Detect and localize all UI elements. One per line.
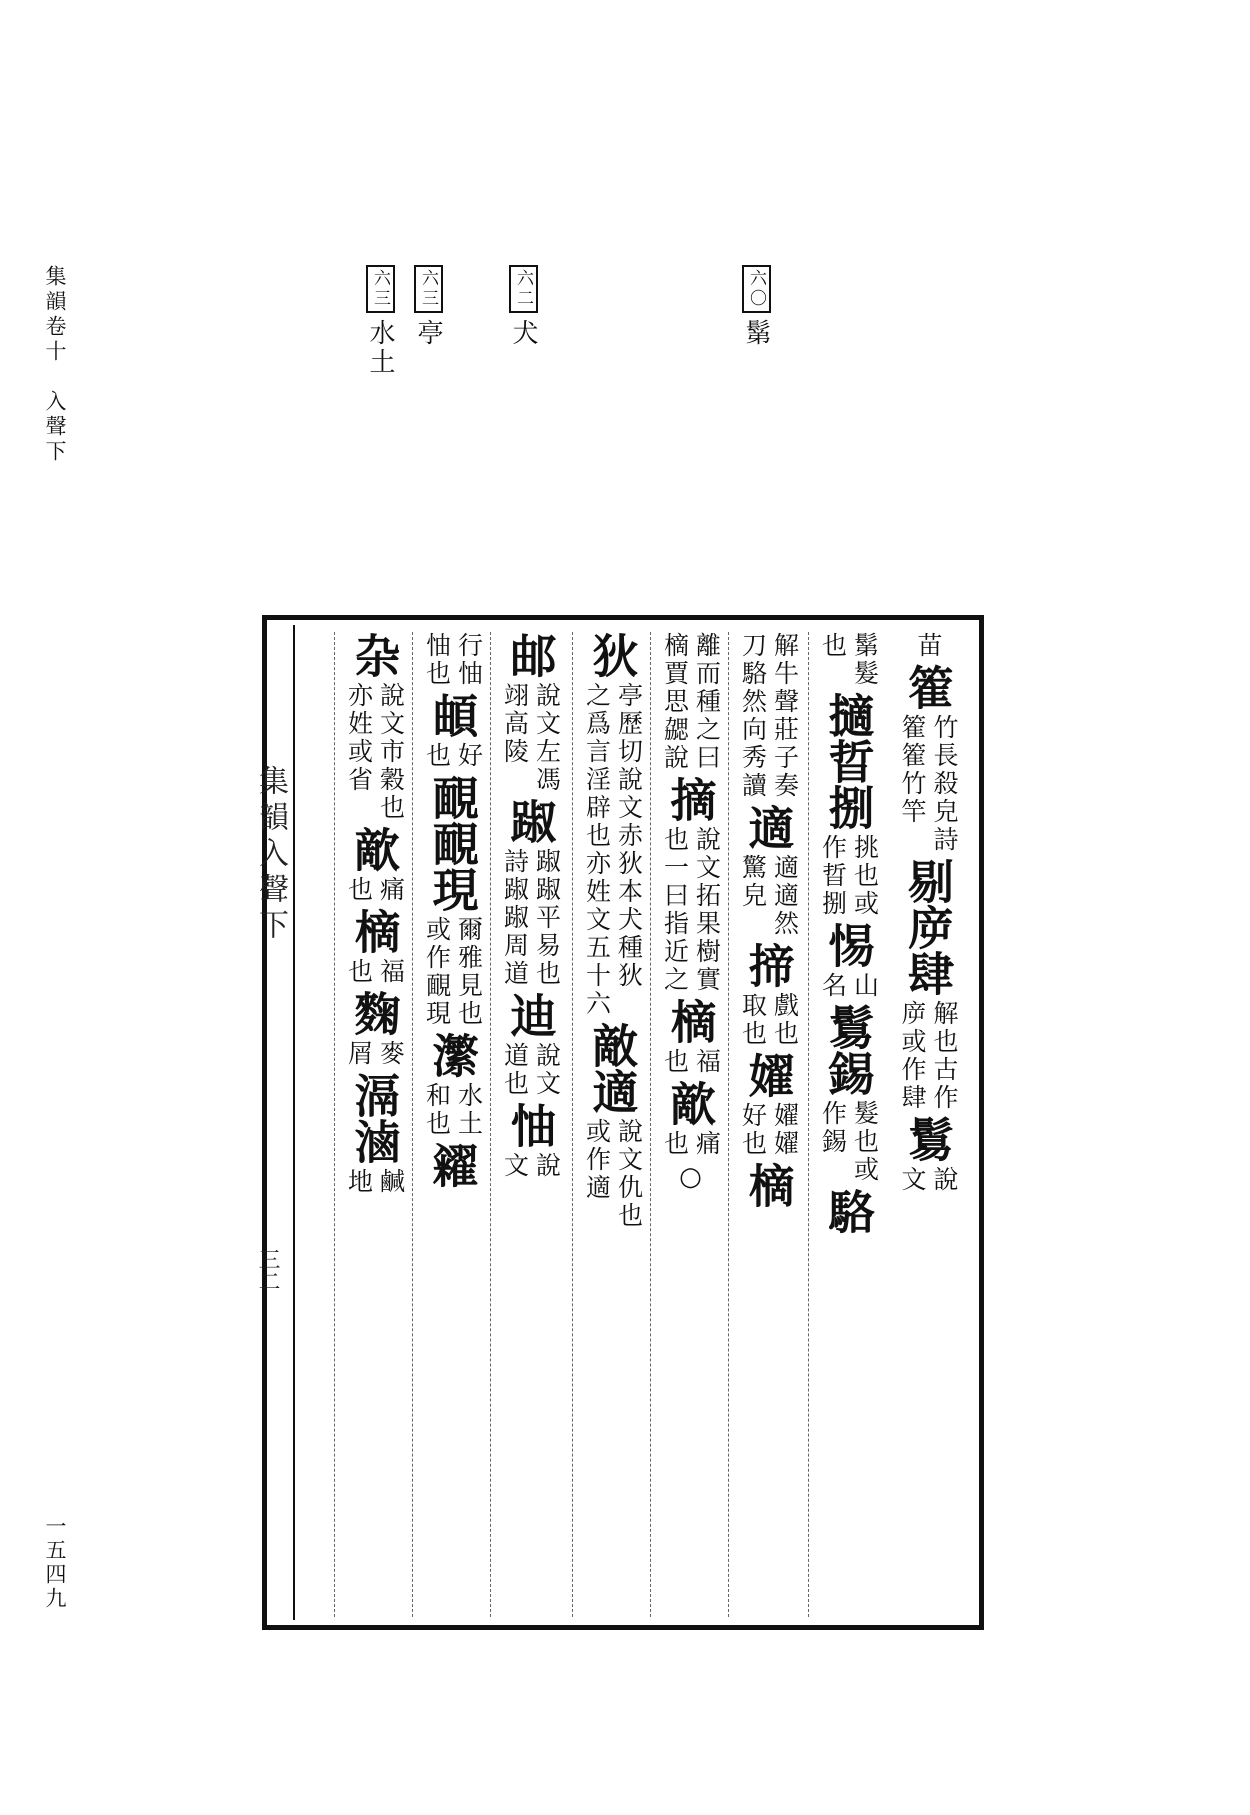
gloss-line: 亦姓或省 bbox=[344, 682, 374, 794]
gloss-line: 文 bbox=[500, 1152, 530, 1180]
text-column-1 bbox=[888, 632, 968, 1617]
gloss-line: 篧篧竹竿 bbox=[898, 714, 927, 826]
gloss-line: 踧踧平易也 bbox=[532, 848, 562, 988]
gloss-line: 離而種之曰 bbox=[692, 632, 722, 772]
headword: 敵適 bbox=[585, 1022, 640, 1114]
gloss-line: 說文拓果樹實 bbox=[692, 826, 722, 994]
gloss bbox=[661, 632, 721, 772]
note-text: 犬 bbox=[508, 319, 538, 348]
gloss-line: 㡿或作肆 bbox=[898, 1000, 927, 1112]
gloss-line: 苗 bbox=[914, 632, 943, 660]
headword: 麴 bbox=[347, 990, 402, 1036]
gloss-line: 解也古作 bbox=[930, 1000, 959, 1112]
headword: 駱 bbox=[821, 1188, 876, 1234]
gloss-line: 說文仇也 bbox=[614, 1118, 644, 1230]
gloss-line: 福 bbox=[376, 958, 406, 986]
gloss-line: 山 bbox=[850, 972, 880, 1000]
headword: 鬄錫 bbox=[821, 1004, 876, 1096]
headword: 滆滷 bbox=[347, 1072, 402, 1164]
gloss bbox=[345, 876, 405, 904]
note-text: 水土 bbox=[365, 319, 395, 377]
headword: 頔 bbox=[425, 692, 480, 738]
gloss-line: 作晢捌 bbox=[818, 834, 848, 918]
headword: 摘 bbox=[663, 776, 718, 822]
headword: 怞 bbox=[503, 1102, 558, 1148]
gloss-line: 痛 bbox=[692, 1130, 722, 1158]
gloss bbox=[661, 826, 721, 994]
gloss-line: 行怞 bbox=[454, 632, 484, 688]
gloss-line: 和也 bbox=[422, 1082, 452, 1138]
gloss-line: 鬀髮 bbox=[850, 632, 880, 688]
gloss bbox=[819, 1100, 879, 1184]
gloss-line: 名 bbox=[818, 972, 848, 1000]
note-tag: 六三 bbox=[366, 265, 395, 313]
gloss-line: 髮也或 bbox=[850, 1100, 880, 1184]
gloss bbox=[501, 1152, 561, 1180]
gloss bbox=[914, 632, 942, 660]
text-column-6 bbox=[490, 632, 570, 1617]
gloss-line: 痛 bbox=[376, 876, 406, 904]
gloss bbox=[345, 1040, 405, 1068]
headword: 瀿 bbox=[425, 1032, 480, 1078]
gloss-line: 樀賈思勰說 bbox=[660, 632, 690, 772]
gloss-line: 解牛聲莊子奏 bbox=[770, 632, 800, 800]
gloss-line: 麥 bbox=[376, 1040, 406, 1068]
text-column-7 bbox=[412, 632, 492, 1617]
gloss bbox=[819, 972, 879, 1000]
headword: 狄 bbox=[585, 632, 640, 678]
headword: 踧 bbox=[503, 798, 558, 844]
collation-note-4 bbox=[362, 265, 399, 377]
gloss-line: 作錫 bbox=[818, 1100, 848, 1156]
gloss-line: 亭歷切說文赤狄本犬種狄 bbox=[614, 682, 644, 990]
gloss bbox=[898, 714, 958, 854]
note-text: 亭 bbox=[413, 319, 443, 348]
headword: 樀 bbox=[347, 908, 402, 954]
gloss-line: 刀駱然向秀讀 bbox=[738, 632, 768, 800]
collation-note-1 bbox=[738, 265, 775, 348]
note-text: 鬀 bbox=[741, 319, 771, 348]
note-tag: 六二 bbox=[509, 265, 538, 313]
gloss bbox=[501, 1042, 561, 1098]
gloss-line: 或作靦現 bbox=[422, 916, 452, 1028]
headword: 惕 bbox=[821, 922, 876, 968]
gloss bbox=[583, 682, 643, 1018]
gloss-line: 適適然 bbox=[770, 854, 800, 938]
headword: 杂 bbox=[347, 632, 402, 678]
spine-number: 三二 bbox=[255, 1248, 280, 1292]
collation-note-3 bbox=[410, 265, 447, 348]
gloss-line: 說文左馮 bbox=[532, 682, 562, 794]
gloss-line: 也 bbox=[660, 1048, 690, 1076]
note-tag: 六三 bbox=[414, 265, 443, 313]
spine-label: 集韻入聲下 bbox=[253, 765, 288, 945]
gloss bbox=[501, 682, 561, 794]
headword: 糴 bbox=[425, 1142, 480, 1188]
gloss-line: 竹長殺皃詩 bbox=[930, 714, 959, 854]
gloss-line: 也 bbox=[818, 632, 848, 660]
headword: 鬄 bbox=[901, 1116, 955, 1162]
note-tag: 六〇 bbox=[742, 265, 771, 313]
gloss-line: 也 bbox=[344, 876, 374, 904]
gloss-line: 也 bbox=[422, 742, 452, 770]
gloss-line: 取也 bbox=[738, 992, 768, 1048]
headword: 靦靦現 bbox=[425, 774, 480, 912]
gloss-line: 爾雅見也 bbox=[454, 916, 484, 1028]
gloss bbox=[819, 632, 879, 688]
headword: 歒 bbox=[347, 826, 402, 872]
headword: 揥 bbox=[741, 942, 796, 988]
gloss bbox=[739, 992, 799, 1048]
gloss-line: 或作適 bbox=[582, 1118, 612, 1202]
text-column-2 bbox=[808, 632, 888, 1617]
text-column-5 bbox=[572, 632, 652, 1617]
gloss bbox=[583, 1118, 643, 1230]
gloss bbox=[739, 854, 799, 938]
headword: 迪 bbox=[503, 992, 558, 1038]
headword: 樀 bbox=[741, 1162, 796, 1208]
text-column-4 bbox=[650, 632, 730, 1617]
gloss-line: 驚皃 bbox=[738, 854, 768, 910]
gloss-line: 也 bbox=[344, 958, 374, 986]
headword: 歒 bbox=[663, 1080, 718, 1126]
gloss-line: 之爲言淫辟也亦姓文五十六 bbox=[582, 682, 612, 1018]
rhyme-divider-circle: ○ bbox=[679, 1162, 702, 1192]
gloss bbox=[739, 632, 799, 800]
gloss bbox=[501, 848, 561, 988]
gloss-line: 鹹 bbox=[376, 1168, 406, 1196]
gloss-line: 也 bbox=[660, 1130, 690, 1158]
gloss-line: 也一曰指近之 bbox=[660, 826, 690, 994]
gloss-line: 詩踧踧周道 bbox=[500, 848, 530, 988]
gloss-line: 戲也 bbox=[770, 992, 800, 1048]
gloss-line: 挑也或 bbox=[850, 834, 880, 918]
text-column-3 bbox=[728, 632, 808, 1617]
text-column-8 bbox=[334, 632, 414, 1617]
gloss bbox=[345, 958, 405, 986]
gloss-line: 好 bbox=[454, 742, 484, 770]
headword: 剔㡿肆 bbox=[901, 858, 955, 996]
headword: 嬥 bbox=[741, 1052, 796, 1098]
gloss bbox=[345, 682, 405, 822]
gloss-line: 文 bbox=[898, 1166, 927, 1194]
gloss bbox=[423, 916, 483, 1028]
gloss bbox=[423, 742, 483, 770]
book-title: 集韻卷十 入聲下 bbox=[43, 265, 67, 465]
gloss-line: 怞也 bbox=[422, 632, 452, 688]
gloss-line: 道也 bbox=[500, 1042, 530, 1098]
headword: 擿晢捌 bbox=[821, 692, 876, 830]
headword: 樀 bbox=[663, 998, 718, 1044]
gloss-line: 翊高陵 bbox=[500, 682, 530, 766]
gloss-line: 地 bbox=[344, 1168, 374, 1196]
headword: 篧 bbox=[901, 664, 955, 710]
gloss-line: 好也 bbox=[738, 1102, 768, 1158]
gloss bbox=[423, 632, 483, 688]
gloss-line: 水土 bbox=[454, 1082, 484, 1138]
gloss-line: 說 bbox=[532, 1152, 562, 1180]
gloss-line: 說文 bbox=[532, 1042, 562, 1098]
gloss bbox=[423, 1082, 483, 1138]
gloss-line: 說 bbox=[930, 1166, 959, 1194]
gloss bbox=[739, 1102, 799, 1158]
headword: 邮 bbox=[503, 632, 558, 678]
gloss-line: 說文市穀也 bbox=[376, 682, 406, 822]
gloss bbox=[898, 1000, 958, 1112]
gloss bbox=[661, 1130, 721, 1158]
gloss bbox=[898, 1166, 958, 1194]
gloss-line: 屑 bbox=[344, 1040, 374, 1068]
gloss bbox=[345, 1168, 405, 1196]
headword: 適 bbox=[741, 804, 796, 850]
collation-note-2 bbox=[505, 265, 542, 348]
page-number: 一五四九 bbox=[43, 1515, 67, 1611]
gloss-line: 嬥嬥 bbox=[770, 1102, 800, 1158]
gloss bbox=[661, 1048, 721, 1076]
gloss bbox=[819, 834, 879, 918]
gloss-line: 福 bbox=[692, 1048, 722, 1076]
